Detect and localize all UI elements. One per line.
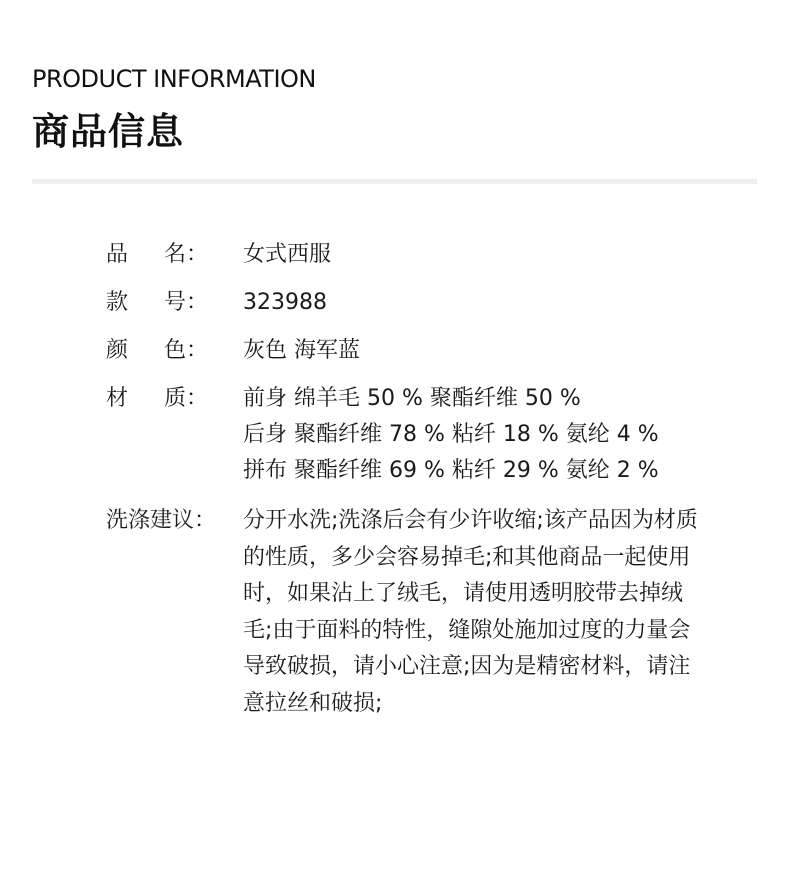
product-name-label-char2: 名：: [164, 242, 209, 267]
color-label-char2: 色：: [164, 338, 209, 363]
section-title-english: PRODUCT INFORMATION: [32, 65, 316, 93]
care-label: 洗涤建议：: [106, 508, 217, 533]
style-number-value: 323988: [243, 290, 327, 315]
care-instructions: 分开水洗;洗涤后会有少许收缩;该产品因为材质的性质，多少会容易掉毛;和其他商品一起使用时，如果沾上了绒毛，请使用透明胶带去掉绒毛;由于面料的特性，缝隙处施加过度的力量会导致破损，请小心注意;因为是精密材料，请注意拉丝和破损;: [243, 508, 698, 716]
info-row-style-number: [106, 285, 746, 321]
color-value: 灰色 海军蓝: [243, 338, 360, 363]
style-number-label: [106, 285, 243, 321]
material-label: [106, 381, 243, 417]
product-info-table: [106, 237, 746, 734]
material-label-char1: 材: [106, 386, 129, 411]
material-line-patchwork: 拼布 聚酯纤维 69 % 粘纤 29 % 氨纶 2 %: [243, 458, 659, 483]
info-row-color: [106, 333, 746, 369]
info-row-care: [106, 503, 746, 722]
material-line-back: 后身 聚酯纤维 78 % 粘纤 18 % 氨纶 4 %: [243, 422, 659, 447]
product-name-value: 女式西服: [243, 242, 332, 267]
info-row-product-name: [106, 237, 746, 273]
product-name-label: [106, 237, 243, 273]
info-row-material: [106, 381, 746, 489]
style-number-label-char1: 款: [106, 290, 129, 315]
style-number-label-char2: 号：: [164, 290, 209, 315]
header-divider: [32, 179, 757, 184]
material-line-front: 前身 绵羊毛 50 % 聚酯纤维 50 %: [243, 386, 581, 411]
material-label-char2: 质：: [164, 386, 209, 411]
color-label-char1: 颜: [106, 338, 129, 363]
material-value: [243, 381, 746, 489]
product-name-label-char1: 品: [106, 242, 129, 267]
section-title-chinese: 商品信息: [32, 110, 184, 153]
color-label: [106, 333, 243, 369]
